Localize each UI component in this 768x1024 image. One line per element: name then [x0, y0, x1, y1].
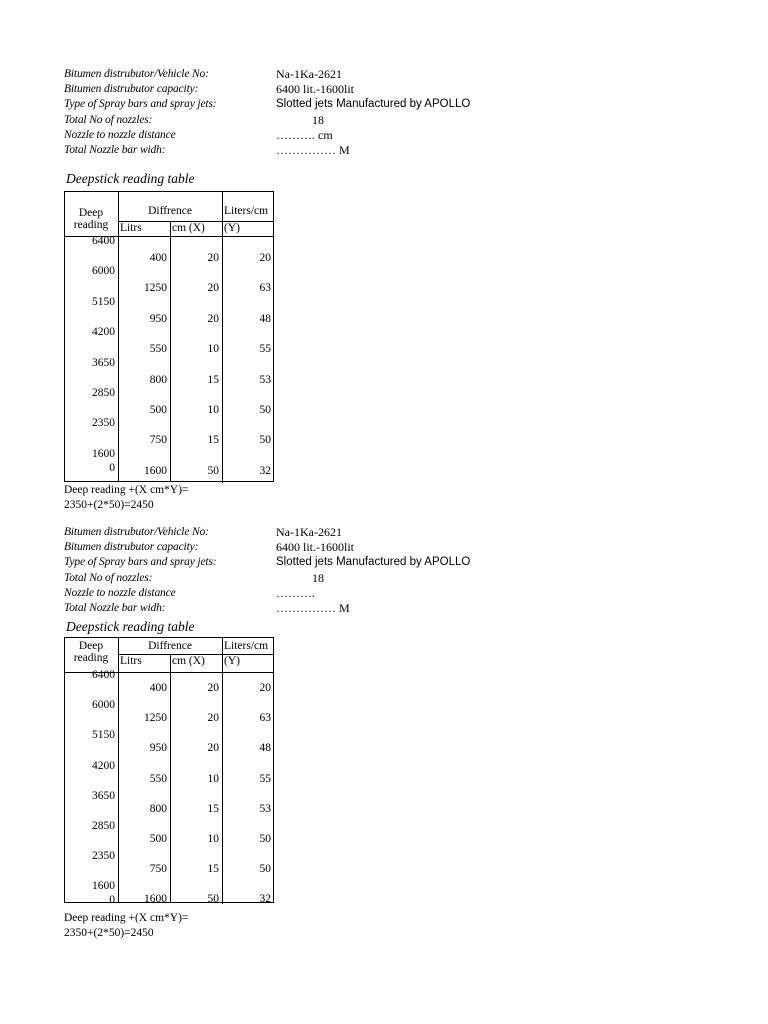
liters-per-cm-value: 53	[259, 373, 271, 386]
field-label: Total No of nozzles:	[64, 113, 153, 126]
field-value: 18	[312, 112, 324, 127]
field-label: Type of Spray bars and spray jets:	[64, 556, 217, 569]
field-value: Slotted jets Manufactured by APOLLO	[276, 556, 471, 569]
header-difference: Diffrence	[148, 640, 192, 652]
field-value: …………… M	[276, 143, 350, 157]
formula-result-line: 2350+(2*50)=2450	[64, 499, 154, 511]
field-value: Na-1Ka-2621	[276, 525, 342, 539]
field-value: 18	[312, 570, 324, 585]
info-field-row	[64, 82, 524, 97]
difference-cm-value: 20	[207, 312, 219, 325]
difference-cm-value: 50	[207, 464, 219, 477]
field-label: Total No of nozzles:	[64, 571, 153, 584]
difference-litrs-value: 400	[149, 252, 167, 264]
header-deep-reading: Deep reading	[73, 207, 109, 231]
deep-reading-value: 3650	[92, 789, 115, 802]
liters-per-cm-value: 63	[259, 712, 271, 725]
difference-cm-value: 20	[207, 252, 219, 264]
subheader-litrs: Litrs	[120, 655, 142, 667]
field-label: Total Nozzle bar widh:	[64, 144, 166, 156]
difference-litrs-value: 500	[149, 833, 167, 845]
header-difference: Diffrence	[148, 205, 192, 217]
difference-cm-value: 10	[207, 343, 219, 356]
formula-line: Deep reading +(X cm*Y)=	[64, 912, 189, 924]
difference-cm-value: 15	[207, 434, 219, 447]
deep-reading-value: 4200	[92, 759, 115, 772]
field-label: Nozzle to nozzle distance	[64, 586, 176, 599]
difference-litrs-value: 1600	[144, 893, 167, 906]
subheader-cm-x: cm (X)	[172, 222, 205, 234]
difference-litrs-value: 550	[149, 772, 167, 785]
deep-reading-value: 3650	[92, 356, 115, 369]
liters-per-cm-value: 20	[259, 252, 271, 264]
formula-result-line: 2350+(2*50)=2450	[64, 927, 154, 939]
deep-reading-value: 1600	[92, 880, 115, 893]
info-field-row	[64, 143, 524, 158]
table-title: Deepstick reading table	[66, 619, 195, 634]
info-field-row	[64, 113, 524, 128]
difference-litrs-value: 750	[149, 434, 167, 447]
formula-line: Deep reading +(X cm*Y)=	[64, 484, 189, 496]
difference-litrs-value: 800	[149, 373, 167, 386]
difference-cm-value: 10	[207, 772, 219, 785]
deepstick-reading-table	[64, 637, 274, 907]
difference-cm-value: 10	[207, 404, 219, 416]
liters-per-cm-value: 50	[259, 404, 271, 416]
field-value: Slotted jets Manufactured by APOLLO	[276, 98, 471, 111]
field-value: ………. cm	[276, 127, 333, 142]
field-value: 6400 lit.-1600lit	[276, 540, 354, 555]
field-value: Na-1Ka-2621	[276, 67, 342, 81]
difference-cm-value: 20	[207, 682, 219, 694]
deep-reading-value: 2850	[92, 820, 115, 832]
liters-per-cm-value: 63	[259, 282, 271, 295]
difference-litrs-value: 1250	[144, 282, 167, 295]
info-field-row	[64, 540, 524, 555]
deep-reading-value: 4200	[92, 326, 115, 339]
liters-per-cm-value: 50	[259, 833, 271, 845]
difference-litrs-value: 550	[149, 343, 167, 356]
deep-reading-value: 2350	[92, 417, 115, 430]
difference-litrs-value: 400	[149, 682, 167, 694]
document-section-2	[64, 525, 524, 955]
difference-litrs-value: 950	[149, 742, 167, 755]
info-field-row	[64, 67, 524, 82]
liters-per-cm-value: 55	[259, 343, 271, 356]
field-label: Bitumen distrubutor/Vehicle No:	[64, 526, 209, 538]
subheader-cm-x: cm (X)	[172, 655, 205, 667]
subheader-litrs: Litrs	[120, 222, 142, 234]
deep-reading-value: 6400	[92, 235, 115, 247]
difference-cm-value: 15	[207, 802, 219, 815]
document-section-1	[64, 67, 524, 511]
info-field-row	[64, 555, 524, 570]
difference-litrs-value: 1600	[144, 464, 167, 477]
field-label: Bitumen distrubutor/Vehicle No:	[64, 68, 209, 80]
info-field-row	[64, 571, 524, 586]
header-deep-reading: Deep reading	[73, 640, 109, 664]
difference-cm-value: 15	[207, 863, 219, 876]
difference-cm-value: 20	[207, 712, 219, 725]
deep-reading-value: 0	[109, 894, 115, 907]
difference-cm-value: 20	[207, 742, 219, 755]
difference-litrs-value: 750	[149, 863, 167, 876]
field-label: Bitumen distrubutor capacity:	[64, 541, 199, 554]
info-field-row	[64, 97, 524, 112]
field-label: Type of Spray bars and spray jets:	[64, 98, 217, 111]
deep-reading-value: 5150	[92, 295, 115, 308]
deep-reading-value: 5150	[92, 729, 115, 742]
field-value: …………… M	[276, 601, 350, 615]
difference-cm-value: 50	[207, 893, 219, 906]
liters-per-cm-value: 20	[259, 682, 271, 694]
header-liters-per-cm: Liters/cm	[224, 205, 269, 217]
liters-per-cm-value: 32	[259, 464, 271, 477]
liters-per-cm-value: 48	[259, 742, 271, 755]
info-field-row	[64, 586, 524, 601]
liters-per-cm-value: 50	[259, 863, 271, 876]
field-value: 6400 lit.-1600lit	[276, 82, 354, 97]
deep-reading-value: 6400	[92, 669, 115, 681]
info-field-row	[64, 601, 524, 616]
liters-per-cm-value: 53	[259, 802, 271, 815]
liters-per-cm-value: 55	[259, 772, 271, 785]
header-liters-per-cm: Liters/cm	[224, 640, 269, 652]
info-field-row	[64, 128, 524, 143]
subheader-y: (Y)	[224, 655, 240, 667]
liters-per-cm-value: 48	[259, 312, 271, 325]
field-label: Nozzle to nozzle distance	[64, 128, 176, 141]
difference-cm-value: 20	[207, 282, 219, 295]
difference-cm-value: 15	[207, 373, 219, 386]
field-label: Bitumen distrubutor capacity:	[64, 83, 199, 96]
info-field-row	[64, 525, 524, 540]
deep-reading-value: 0	[109, 461, 115, 474]
deep-reading-value: 2350	[92, 850, 115, 863]
field-label: Total Nozzle bar widh:	[64, 602, 166, 614]
difference-litrs-value: 950	[149, 312, 167, 325]
difference-cm-value: 10	[207, 833, 219, 845]
deep-reading-value: 6000	[92, 699, 115, 712]
field-value: ……….	[276, 585, 315, 600]
liters-per-cm-value: 32	[259, 893, 271, 906]
deep-reading-value: 2850	[92, 387, 115, 399]
difference-litrs-value: 800	[149, 802, 167, 815]
difference-litrs-value: 500	[149, 404, 167, 416]
deepstick-reading-table	[64, 191, 274, 482]
liters-per-cm-value: 50	[259, 434, 271, 447]
difference-litrs-value: 1250	[144, 712, 167, 725]
deep-reading-value: 1600	[92, 447, 115, 460]
subheader-y: (Y)	[224, 222, 240, 234]
deep-reading-value: 6000	[92, 265, 115, 278]
table-title: Deepstick reading table	[66, 171, 195, 186]
